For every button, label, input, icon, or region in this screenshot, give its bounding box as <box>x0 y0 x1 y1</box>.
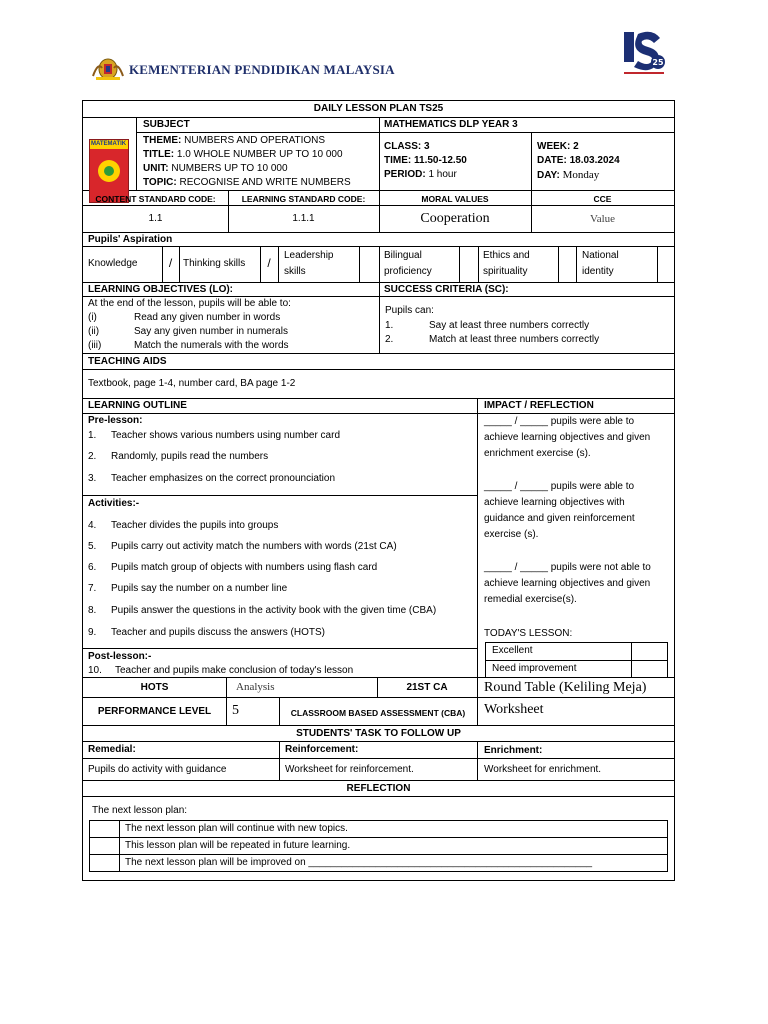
activities-label: Activities:- <box>88 498 140 509</box>
lo-item-num: (iii) <box>88 340 102 351</box>
enrichment-value: Worksheet for enrichment. <box>484 764 602 775</box>
aspiration-items-row <box>83 247 674 283</box>
objectives-header-row <box>83 283 674 297</box>
moral-values-label: MORAL VALUES <box>421 194 489 204</box>
standards-values-row <box>83 206 674 233</box>
excellent-label: Excellent <box>492 645 533 656</box>
outline-step-text: Pupils answer the questions in the activity book with the given time (CBA) <box>111 605 437 616</box>
outline-step-text: Randomly, pupils read the numbers <box>111 451 269 462</box>
period-line: PERIOD: 1 hour <box>384 169 457 180</box>
performance-level-label: PERFORMANCE LEVEL <box>97 706 212 717</box>
impact-line: _____ / _____ pupils were not able to <box>484 562 651 573</box>
reflection-option-checkbox[interactable] <box>90 821 119 837</box>
aspiration-bilingual-2: proficiency <box>384 266 432 277</box>
post-lesson-label: Post-lesson:- <box>88 651 152 662</box>
date-value: 18.03.2024 <box>569 155 620 166</box>
learning-standard-label: LEARNING STANDARD CODE: <box>241 194 366 204</box>
aspiration-ethics-2: spirituality <box>483 266 528 277</box>
21st-ca-label: 21ST CA <box>406 682 448 693</box>
ministry-name: KEMENTERIAN PENDIDIKAN MALAYSIA <box>129 62 395 77</box>
day-value: Monday <box>562 169 600 181</box>
outline-step-text: Teacher shows various numbers using number card <box>111 430 340 441</box>
ts25-logo-number: 25 <box>652 58 664 67</box>
subject-block <box>83 118 674 191</box>
aspiration-leadership-1: Leadership <box>284 250 334 261</box>
need-improvement-checkbox[interactable] <box>632 661 667 677</box>
aspiration-knowledge: Knowledge <box>88 258 138 269</box>
aspiration-thinking-skills: Thinking skills <box>183 258 246 269</box>
teaching-aids-value-row <box>83 370 674 399</box>
need-improvement-label: Need improvement <box>492 663 577 674</box>
topic-line: TOPIC: RECOGNISE AND WRITE NUMBERS <box>143 177 351 188</box>
impact-line: achieve learning objectives and given <box>484 578 651 589</box>
enrichment-label: Enrichment: <box>484 745 543 756</box>
lo-item-text: Say any given number in numerals <box>134 326 288 337</box>
lo-label: LEARNING OBJECTIVES (LO): <box>88 284 234 295</box>
teaching-aids-label: TEACHING AIDS <box>88 356 167 367</box>
sc-item-num: 1. <box>385 320 394 331</box>
reflection-option-checkbox[interactable] <box>90 855 119 871</box>
week-value: 2 <box>573 141 579 152</box>
cba-label: CLASSROOM BASED ASSESSMENT (CBA) <box>290 708 466 718</box>
teaching-aids-value: Textbook, page 1-4, number card, BA page 1-2 <box>88 378 296 389</box>
aspiration-label: Pupils' Aspiration <box>88 234 173 245</box>
reflection-option-text: The next lesson plan will be improved on ___________________________________________________ <box>125 857 593 868</box>
subject-value: MATHEMATICS DLP YEAR 3 <box>384 119 518 130</box>
impact-line: enrichment exercise (s). <box>484 448 591 459</box>
aspiration-national-2: identity <box>582 266 614 277</box>
todays-lesson-table <box>485 642 668 678</box>
time-value: 11.50-12.50 <box>414 155 467 166</box>
sc-intro: Pupils can: <box>385 305 434 316</box>
class-line: CLASS: 3 <box>384 141 430 152</box>
reflection-option-text: The next lesson plan will continue with new topics. <box>125 823 348 834</box>
lo-item-text: Read any given number in words <box>134 312 281 323</box>
outline-step-num: 1. <box>88 430 97 441</box>
theme-line: THEME: NUMBERS AND OPERATIONS <box>143 135 326 146</box>
remedial-value: Pupils do activity with guidance <box>88 764 227 775</box>
reflection-option-text: This lesson plan will be repeated in future learning. <box>125 840 351 851</box>
plan-title-row <box>83 101 674 118</box>
hots-label: HOTS <box>140 682 169 693</box>
impact-line: guidance and given reinforcement <box>484 513 635 524</box>
learning-outline-label: LEARNING OUTLINE <box>88 400 187 411</box>
reflection-intro: The next lesson plan: <box>92 805 188 816</box>
date-line: DATE: 18.03.2024 <box>537 155 620 166</box>
outline-step-num: 3. <box>88 473 97 484</box>
sc-item-text: Match at least three numbers correctly <box>429 334 600 345</box>
outline-step-num: 9. <box>88 627 97 638</box>
reflection-label: REFLECTION <box>346 783 411 794</box>
sc-item-text: Say at least three numbers correctly <box>429 320 590 331</box>
impact-reflection-label: IMPACT / REFLECTION <box>484 400 594 411</box>
unit-value: NUMBERS UP TO 10 000 <box>171 163 288 174</box>
outline-step-num: 10. <box>88 665 102 676</box>
impact-line: achieve learning objectives with <box>484 497 625 508</box>
21st-ca-value: Round Table (Keliling Meja) <box>484 680 647 695</box>
aspiration-national-1: National <box>582 250 619 261</box>
lo-item-text: Match the numerals with the words <box>134 340 289 351</box>
aspiration-thinking-mark: / <box>267 256 271 270</box>
impact-line: _____ / _____ pupils were able to <box>484 481 635 492</box>
subject-label: SUBJECT <box>143 119 190 130</box>
topic-value: RECOGNISE AND WRITE NUMBERS <box>179 177 351 188</box>
ts25-logo-icon <box>618 26 670 80</box>
followup-label: STUDENTS' TASK TO FOLLOW UP <box>296 728 461 739</box>
reinforcement-value: Worksheet for reinforcement. <box>285 764 414 775</box>
todays-lesson-label: TODAY'S LESSON: <box>484 628 573 639</box>
plan-title: DAILY LESSON PLAN TS25 <box>313 103 444 114</box>
aspiration-knowledge-mark: / <box>168 256 173 270</box>
content-standard-label: CONTENT STANDARD CODE: <box>95 194 216 204</box>
lesson-plan-table <box>82 100 675 881</box>
outline-step-text: Teacher and pupils make conclusion of today's lesson <box>115 665 354 676</box>
excellent-checkbox[interactable] <box>632 643 667 660</box>
class-value: 3 <box>424 141 430 152</box>
pre-lesson-label: Pre-lesson: <box>88 415 143 426</box>
followup-values-row <box>83 759 674 781</box>
impact-line: exercise (s). <box>484 529 539 540</box>
aspiration-ethics-1: Ethics and <box>483 250 530 261</box>
objectives-body-row <box>83 297 674 354</box>
impact-line: achieve learning objectives and given <box>484 432 651 443</box>
remedial-label: Remedial: <box>88 744 136 755</box>
followup-header-row <box>83 726 674 742</box>
aspiration-leadership-2: skills <box>284 266 306 277</box>
standards-header-row <box>83 191 674 206</box>
day-line: DAY: Monday <box>537 169 600 181</box>
sc-label: SUCCESS CRITERIA (SC): <box>384 284 509 295</box>
outline-step-text: Pupils say the number on a number line <box>111 583 288 594</box>
aspiration-label-row <box>83 233 674 247</box>
reflection-option-checkbox[interactable] <box>90 838 119 854</box>
followup-labels-row <box>83 742 674 759</box>
cce-label: CCE <box>593 194 612 204</box>
lo-item-num: (ii) <box>88 326 100 337</box>
outline-step-num: 8. <box>88 605 97 616</box>
performance-level-value: 5 <box>232 703 239 718</box>
outline-body-row <box>83 414 674 678</box>
theme-value: NUMBERS AND OPERATIONS <box>184 135 326 146</box>
cce-value: Value <box>589 213 616 225</box>
unit-line: UNIT: NUMBERS UP TO 10 000 <box>143 163 288 174</box>
outline-header-row <box>83 399 674 414</box>
learning-standard-value: 1.1.1 <box>292 213 315 224</box>
outline-step-text: Teacher and pupils discuss the answers (HOTS) <box>111 627 325 638</box>
outline-step-text: Teacher divides the pupils into groups <box>111 520 279 531</box>
time-line: TIME: 11.50-12.50 <box>384 155 467 166</box>
reflection-header-row <box>83 781 674 797</box>
outline-step-num: 2. <box>88 451 97 462</box>
reinforcement-label: Reinforcement: <box>285 744 359 755</box>
title-line: TITLE: 1.0 WHOLE NUMBER UP TO 10 000 <box>143 149 343 160</box>
impact-line: _____ / _____ pupils were able to <box>484 416 635 427</box>
outline-step-num: 6. <box>88 562 97 573</box>
lo-item-num: (i) <box>88 312 97 323</box>
period-value: 1 hour <box>428 169 457 180</box>
outline-step-text: Pupils carry out activity match the numbers with words (21st CA) <box>111 541 397 552</box>
teaching-aids-label-row <box>83 354 674 370</box>
outline-step-num: 7. <box>88 583 97 594</box>
outline-step-text: Teacher emphasizes on the correct pronounciation <box>111 473 336 484</box>
cba-value: Worksheet <box>484 702 544 717</box>
ministry-crest-icon <box>90 56 126 82</box>
outline-step-text: Pupils match group of objects with numbers using flash card <box>111 562 378 573</box>
hots-row <box>83 678 674 698</box>
performance-row <box>83 698 674 726</box>
lo-intro: At the end of the lesson, pupils will be able to: <box>88 298 291 309</box>
outline-step-num: 5. <box>88 541 97 552</box>
textbook-cover-title: MATEMATIK <box>91 141 127 147</box>
content-standard-value: 1.1 <box>148 213 163 224</box>
aspiration-bilingual-1: Bilingual <box>384 250 422 261</box>
outline-step-num: 4. <box>88 520 97 531</box>
title-value: 1.0 WHOLE NUMBER UP TO 10 000 <box>176 149 343 160</box>
sc-item-num: 2. <box>385 334 394 345</box>
moral-values-value: Cooperation <box>420 211 490 226</box>
hots-value: Analysis <box>236 681 275 693</box>
reflection-options-table <box>89 820 668 872</box>
impact-line: remedial exercise(s). <box>484 594 577 605</box>
week-line: WEEK: 2 <box>537 141 579 152</box>
